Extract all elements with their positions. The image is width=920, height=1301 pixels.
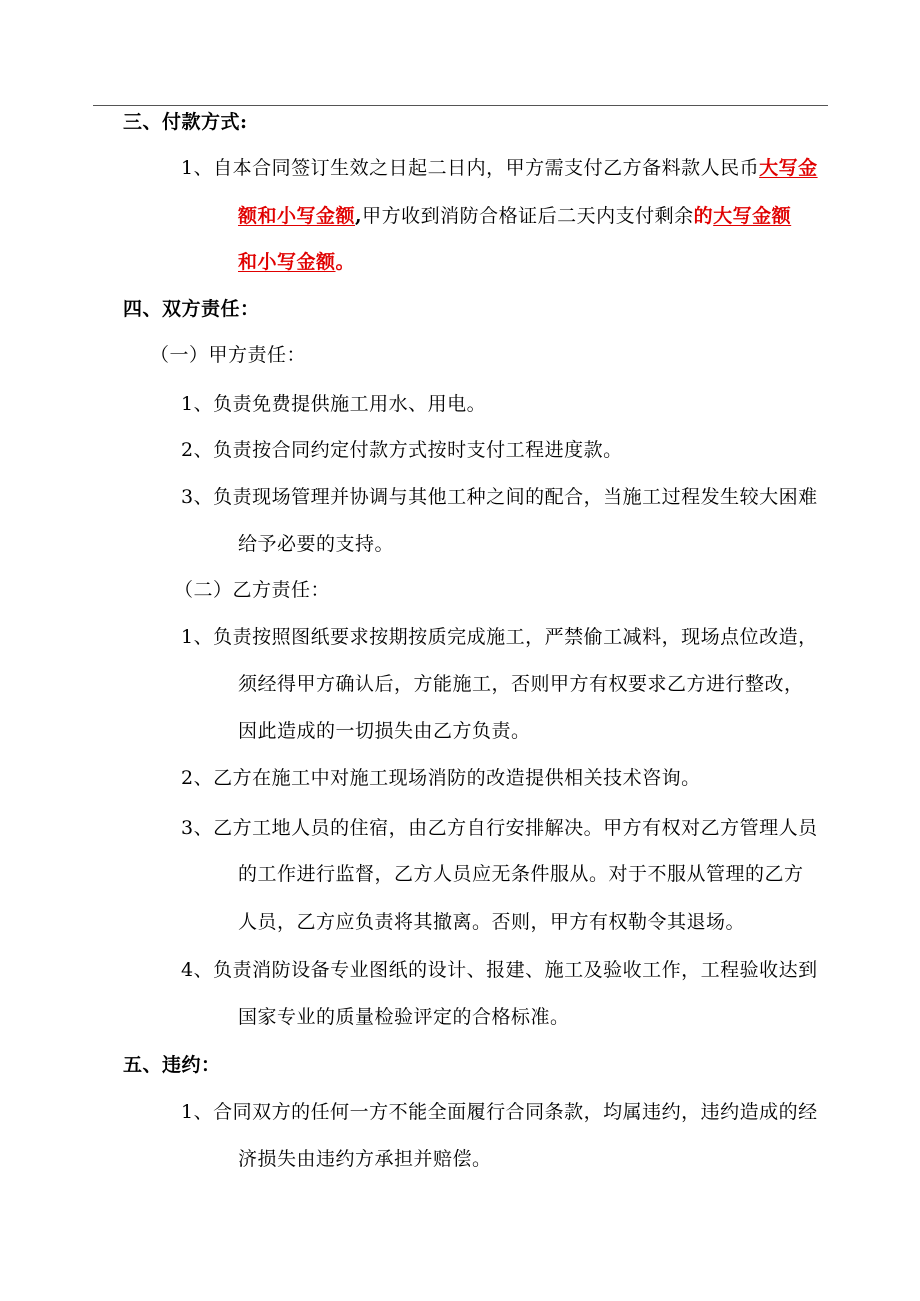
section-heading-payment: 三、付款方式: [123,111,248,133]
breach-item-1-line-2: 济损失由违约方承担并赔偿。 [238,1148,492,1170]
payment-item-1-text: 甲方收到消防合格证后二天内支付剩余 [362,205,694,227]
party-a-item-2: 2、负责按合同约定付款方式按时支付工程进度款。 [181,439,623,461]
party-b-title: （二）乙方责任： [174,579,331,601]
party-b-item-3-line-3: 人员，乙方应负责将其撤离。否则，甲方有权勒令其退场。 [238,911,746,933]
header-rule [93,105,828,106]
party-b-item-3-line-1: 3、乙方工地人员的住宿，由乙方自行安排解决。甲方有权对乙方管理人员 [181,817,818,839]
particle: 的 [693,205,714,227]
comma: , [355,205,363,227]
amount-placeholder: 和小写金额 [238,251,336,273]
party-b-item-4-line-1: 4、负责消防设备专业图纸的设计、报建、施工及验收工作，工程验收达到 [181,959,818,981]
party-b-item-3-line-2: 的工作进行监督，乙方人员应无条件服从。对于不服从管理的乙方 [238,863,804,885]
payment-item-1-text: 1、自本合同签订生效之日起二日内，甲方需支付乙方备料款人民币 [181,157,760,179]
amount-placeholder: 额和小写金额 [238,205,356,227]
party-b-item-1-line-3: 因此造成的一切损失由乙方负责。 [238,720,531,742]
party-b-item-1-line-2: 须经得甲方确认后，方能施工，否则甲方有权要求乙方进行整改， [238,673,804,695]
section-heading-responsibilities: 四、双方责任： [123,298,260,320]
amount-placeholder: 大写金额 [713,205,792,227]
party-b-item-4-line-2: 国家专业的质量检验评定的合格标准。 [238,1006,570,1028]
payment-item-1-line-1 [181,156,818,180]
payment-item-1-line-2 [238,204,791,228]
party-a-item-1: 1、负责免费提供施工用水、用电。 [181,393,487,415]
payment-item-1-line-3 [238,250,355,274]
party-a-title: （一）甲方责任： [150,344,307,366]
party-a-item-3-line-2: 给予必要的支持。 [238,533,395,555]
period: 。 [335,251,356,273]
section-heading-breach: 五、违约： [123,1054,221,1076]
amount-placeholder: 大写金 [759,157,818,179]
party-b-item-1-line-1: 1、负责按照图纸要求按期按质完成施工，严禁偷工减料，现场点位改造， [181,626,818,648]
party-b-item-2: 2、乙方在施工中对施工现场消防的改造提供相关技术咨询。 [181,767,701,789]
breach-item-1-line-1: 1、合同双方的任何一方不能全面履行合同条款，均属违约，违约造成的经 [181,1101,818,1123]
party-a-item-3-line-1: 3、负责现场管理并协调与其他工种之间的配合，当施工过程发生较大困难 [181,486,818,508]
